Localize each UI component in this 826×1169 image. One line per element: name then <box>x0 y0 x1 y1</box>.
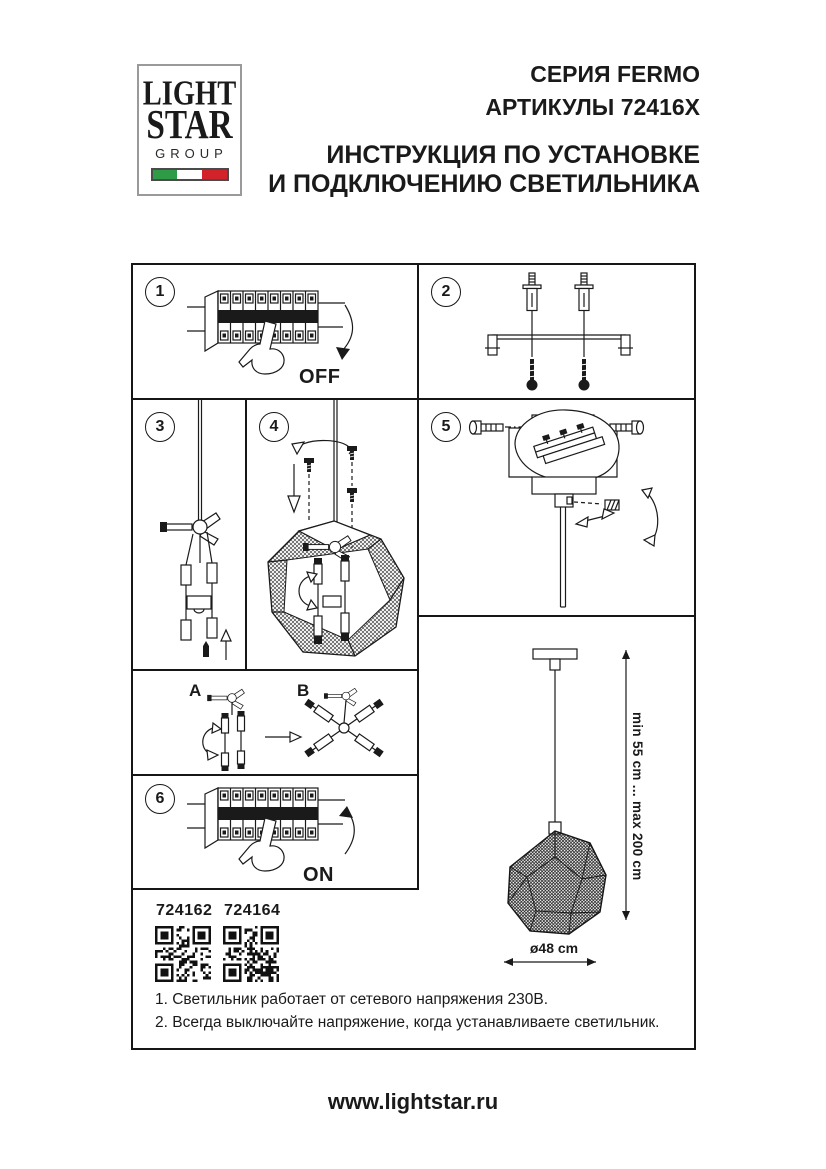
breaker-on-illustration <box>133 776 417 888</box>
diameter-dimension-label: ø48 cm <box>529 940 579 956</box>
step-number-4: 4 <box>259 412 289 442</box>
on-label: ON <box>303 864 334 886</box>
step2-panel <box>419 265 694 400</box>
flag-green <box>153 170 178 179</box>
step3-panel <box>133 400 247 671</box>
step-number-6: 6 <box>145 784 175 814</box>
qr-code-724162 <box>155 926 211 982</box>
variant-b-label: B <box>297 681 310 700</box>
canopy-mounting-illustration <box>419 400 694 615</box>
off-label: OFF <box>299 366 341 388</box>
breaker-off-illustration <box>133 265 417 398</box>
qr-codes-panel <box>133 890 417 985</box>
logo-star: STAR <box>146 101 233 148</box>
step-number-2: 2 <box>431 277 461 307</box>
step1-panel <box>133 265 419 400</box>
step-number-5: 5 <box>431 412 461 442</box>
rod-spider-illustration <box>133 400 245 669</box>
step-number-1: 1 <box>145 277 175 307</box>
arm-positions-illustration <box>133 671 417 774</box>
instruction-title-line2: И ПОДКЛЮЧЕНИЮ СВЕТИЛЬНИКА <box>268 170 700 198</box>
step4-panel <box>247 400 419 671</box>
variant-a-label: A <box>189 681 202 700</box>
arm-positions-panel <box>133 671 419 776</box>
website-footer: www.lightstar.ru <box>327 1089 499 1114</box>
article-number-724162: 724162 <box>156 902 213 919</box>
step6-panel <box>133 776 419 890</box>
qr-code-724164 <box>223 926 279 982</box>
note-line-1: 1. Светильник работает от сетевого напряжения 230В. <box>155 991 549 1008</box>
instruction-title-line1: ИНСТРУКЦИЯ ПО УСТАНОВКЕ <box>326 141 700 169</box>
header-series-block <box>485 58 700 124</box>
italian-flag <box>151 168 229 181</box>
flag-red <box>202 170 227 179</box>
logo-group: GROUP <box>155 146 228 161</box>
instruction-title <box>268 141 700 199</box>
step-number-3: 3 <box>145 412 175 442</box>
height-dimension-label: min 55 cm ... max 200 cm <box>630 712 645 881</box>
series-title: СЕРИЯ FERMO <box>530 61 700 87</box>
articles-title: АРТИКУЛЫ 72416X <box>485 94 700 120</box>
safety-notes <box>155 989 659 1034</box>
logo-light: LIGHT <box>142 74 237 113</box>
bracket-hardware-illustration <box>419 265 694 398</box>
article-number-724164: 724164 <box>224 902 281 919</box>
notes-panel <box>133 983 694 1048</box>
flag-white <box>177 170 202 179</box>
note-line-2: 2. Всегда выключайте напряжение, когда устанавливаете светильник. <box>155 1013 660 1031</box>
lightstar-logo <box>137 64 242 196</box>
diagram-grid <box>131 263 696 1050</box>
step5-panel <box>419 400 694 617</box>
